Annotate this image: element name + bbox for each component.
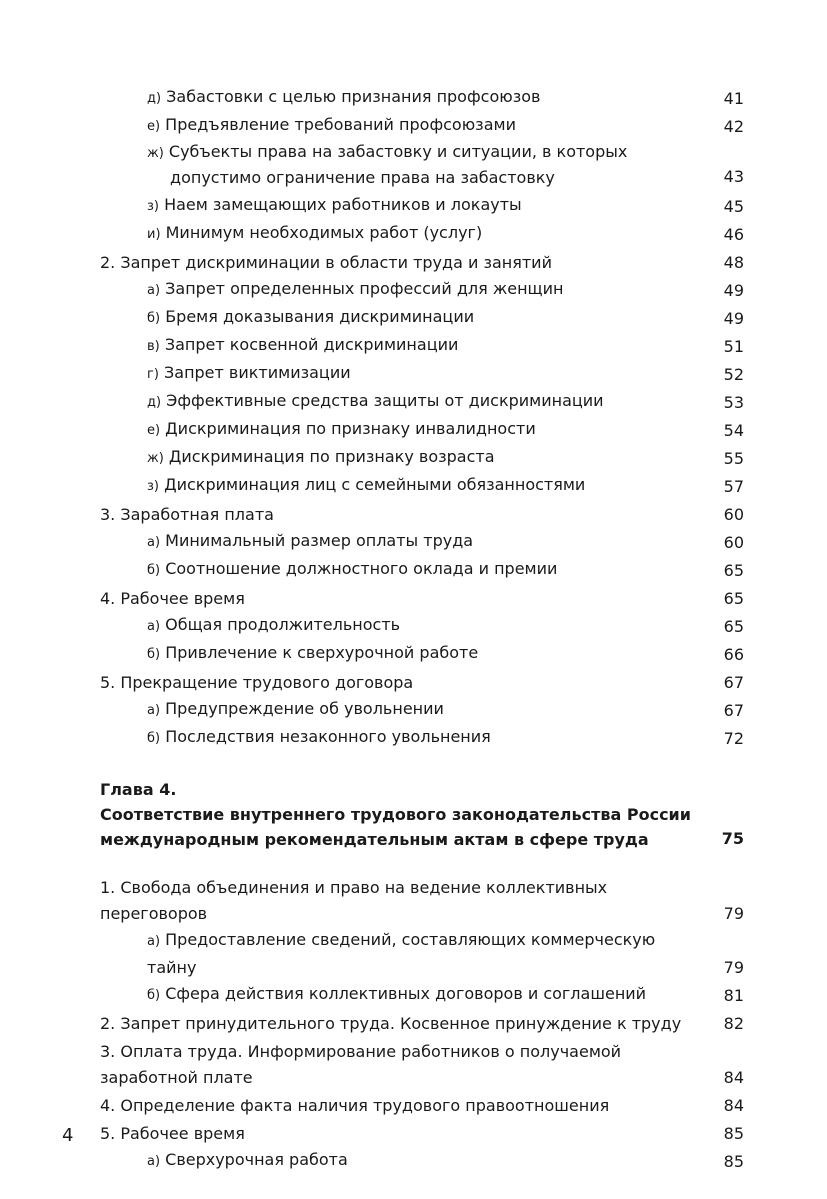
toc-entry-text: 4. Рабочее время [100,589,245,608]
toc-entry-page-number: 60 [723,505,744,524]
toc-entry-text: Предъявление требований профсоюзами [165,115,516,134]
toc-entry-page-number: 42 [723,117,744,136]
toc-entry-letter: б) [147,647,161,662]
toc-subsection-entry [100,640,744,668]
toc-subsection-entry [100,388,744,416]
toc-entry-page-number: 57 [723,477,744,496]
toc-subsection-entry [100,696,744,724]
toc-entry-title [100,276,704,304]
toc-section-entry [100,502,744,528]
toc-entry-letter: д) [147,395,162,410]
toc-subsection-entry [100,1147,744,1175]
chapter-title: Соответствие внутреннего трудового законодательства России международным рекомендательным актам в сфере труда [100,805,691,849]
toc-entry-page-number: 65 [723,561,744,580]
toc-entry-title [100,1121,704,1147]
toc-subsection-entry [100,276,744,304]
toc-subsection-entry [100,84,744,112]
toc-entry-letter: и) [147,227,161,242]
toc-entry-letter: г) [147,367,159,382]
toc-entry-text: Дискриминация по признаку возраста [168,447,495,466]
toc-entry-text: 1. Свобода объединения и право на ведение коллективных переговоров [100,878,608,923]
toc-entry-text: Последствия незаконного увольнения [165,727,491,746]
toc-entry-page-number: 46 [723,225,744,244]
toc-section-entry [100,586,744,612]
toc-section-before [100,84,744,752]
chapter-heading [100,777,744,852]
chapter-label: Глава 4. [100,780,177,799]
toc-section-entry [100,1121,744,1147]
toc-entry-text: Привлечение к сверхурочной работе [165,643,479,662]
toc-entry-text: Сверхурочная работа [165,1150,348,1169]
toc-entry-text: Забастовки с целью признания профсоюзов [166,87,541,106]
toc-subsection-entry [100,612,744,640]
toc-entry-title [100,472,704,500]
page-number: 4 [62,1125,74,1146]
toc-entry-title [100,140,704,190]
toc-entry-text: 3. Оплата труда. Информирование работников о получаемой заработной плате [100,1042,622,1087]
toc-entry-title [100,927,704,981]
toc-entry-text: Запрет определенных профессий для женщин [165,279,564,298]
toc-entry-text: Бремя доказывания дискриминации [165,307,475,326]
toc-entry-text: Субъекты права на забастовку и ситуации, в которых допустимо ограничение права на забастовку [168,142,628,187]
toc-entry-title [100,360,704,388]
toc-entry-page-number: 79 [723,904,744,923]
toc-entry-title [100,1011,704,1037]
toc-entry-text: Сфера действия коллективных договоров и соглашений [165,984,647,1003]
toc-entry-page-number: 65 [723,589,744,608]
toc-entry-title [100,586,704,612]
toc-entry-title [100,696,704,724]
toc-entry-page-number: 81 [723,986,744,1005]
toc-entry-text: Предоставление сведений, составляющих коммерческую тайну [147,930,656,977]
toc-entry-page-number: 67 [723,701,744,720]
toc-subsection-entry [100,981,744,1009]
toc-subsection-entry [100,528,744,556]
toc-entry-letter: а) [147,703,161,718]
toc-entry-text: Дискриминация по признаку инвалидности [165,419,536,438]
toc-entry-text: 2. Запрет дискриминации в области труда и занятий [100,253,552,272]
toc-entry-letter: б) [147,988,161,1003]
toc-entry-page-number: 72 [723,729,744,748]
toc-entry-letter: б) [147,563,161,578]
toc-subsection-entry [100,304,744,332]
toc-entry-letter: д) [147,91,162,106]
toc-entry-page-number: 45 [723,197,744,216]
toc-entry-title [100,416,704,444]
toc-entry-title [100,220,704,248]
toc-section-entry [100,1011,744,1037]
toc-subsection-entry [100,192,744,220]
toc-entry-text: Эффективные средства защиты от дискриминации [166,391,604,410]
toc-entry-title [100,112,704,140]
toc-section-entry [100,1039,744,1091]
toc-entry-text: 2. Запрет принудительного труда. Косвенное принуждение к труду [100,1014,682,1033]
toc-entry-text: Минимум необходимых работ (услуг) [165,223,483,242]
toc-subsection-entry [100,724,744,752]
toc-entry-letter: а) [147,619,161,634]
toc-subsection-entry [100,556,744,584]
toc-subsection-entry [100,472,744,500]
toc-entry-title [100,1147,704,1175]
toc-entry-letter: а) [147,535,161,550]
toc-entry-text: 5. Прекращение трудового договора [100,673,414,692]
toc-entry-letter: а) [147,283,161,298]
toc-entry-title [100,1093,704,1119]
toc-entry-letter: ж) [147,146,164,161]
toc-entry-page-number: 49 [723,309,744,328]
toc-entry-text: Запрет виктимизации [164,363,351,382]
toc-subsection-entry [100,444,744,472]
toc-entry-text: Минимальный размер оплаты труда [165,531,474,550]
toc-entry-page-number: 84 [723,1068,744,1087]
toc-entry-page-number: 41 [723,89,744,108]
toc-entry-page-number: 84 [723,1096,744,1115]
toc-entry-title [100,612,704,640]
toc-entry-page-number: 43 [723,167,744,186]
toc-entry-title [100,502,704,528]
toc-entry-page-number: 66 [723,645,744,664]
toc-entry-title [100,640,704,668]
toc-section-entry [100,1093,744,1119]
toc-entry-page-number: 53 [723,393,744,412]
toc-entry-page-number: 79 [723,958,744,977]
toc-subsection-entry [100,140,744,190]
toc-entry-letter: а) [147,1154,161,1169]
toc-entry-title [100,444,704,472]
toc-entry-page-number: 55 [723,449,744,468]
toc-entry-title [100,875,704,927]
toc-entry-page-number: 67 [723,673,744,692]
toc-entry-title [100,84,704,112]
toc-subsection-entry [100,220,744,248]
toc-entry-letter: ж) [147,451,164,466]
chapter-page-number: 75 [721,829,744,848]
toc-entry-letter: б) [147,731,161,746]
toc-entry-title [100,528,704,556]
toc-entry-text: 4. Определение факта наличия трудового правоотношения [100,1096,610,1115]
toc-entry-title [100,724,704,752]
toc-entry-letter: е) [147,119,161,134]
toc-entry-title [100,250,704,276]
toc-entry-text: Дискриминация лиц с семейными обязанностями [164,475,586,494]
toc-section-entry [100,250,744,276]
toc-entry-title [100,670,704,696]
toc-entry-title [100,981,704,1009]
toc-entry-letter: в) [147,339,160,354]
toc-entry-page-number: 54 [723,421,744,440]
toc-entry-title [100,304,704,332]
toc-entry-page-number: 60 [723,533,744,552]
toc-subsection-entry [100,332,744,360]
toc-subsection-entry [100,360,744,388]
toc-entry-text: Соотношение должностного оклада и премии [165,559,558,578]
toc-entry-letter: а) [147,934,161,949]
toc-entry-text: 5. Рабочее время [100,1124,245,1143]
toc-entry-page-number: 82 [723,1014,744,1033]
toc-entry-text: Запрет косвенной дискриминации [164,335,459,354]
toc-entry-page-number: 85 [723,1152,744,1171]
toc-section-entry [100,670,744,696]
toc-entry-text: 3. Заработная плата [100,505,274,524]
toc-entry-title [100,556,704,584]
toc-section-after [100,875,744,1175]
toc-subsection-entry [100,416,744,444]
toc-entry-page-number: 85 [723,1124,744,1143]
toc-entry-title [100,332,704,360]
toc-entry-page-number: 48 [723,253,744,272]
toc-entry-title [100,1039,704,1091]
toc-entry-title [100,388,704,416]
toc-entry-page-number: 51 [723,337,744,356]
toc-entry-letter: з) [147,479,159,494]
toc-entry-page-number: 65 [723,617,744,636]
toc-entry-letter: е) [147,423,161,438]
toc-entry-text: Общая продолжительность [165,615,401,634]
toc-entry-text: Предупреждение об увольнении [165,699,444,718]
toc-entry-page-number: 49 [723,281,744,300]
table-of-contents [100,84,744,1175]
toc-entry-title [100,192,704,220]
toc-entry-letter: з) [147,199,159,214]
toc-subsection-entry [100,927,744,981]
toc-subsection-entry [100,112,744,140]
toc-entry-text: Наем замещающих работников и локауты [164,195,522,214]
toc-entry-page-number: 52 [723,365,744,384]
toc-entry-letter: б) [147,311,161,326]
toc-section-entry [100,875,744,927]
